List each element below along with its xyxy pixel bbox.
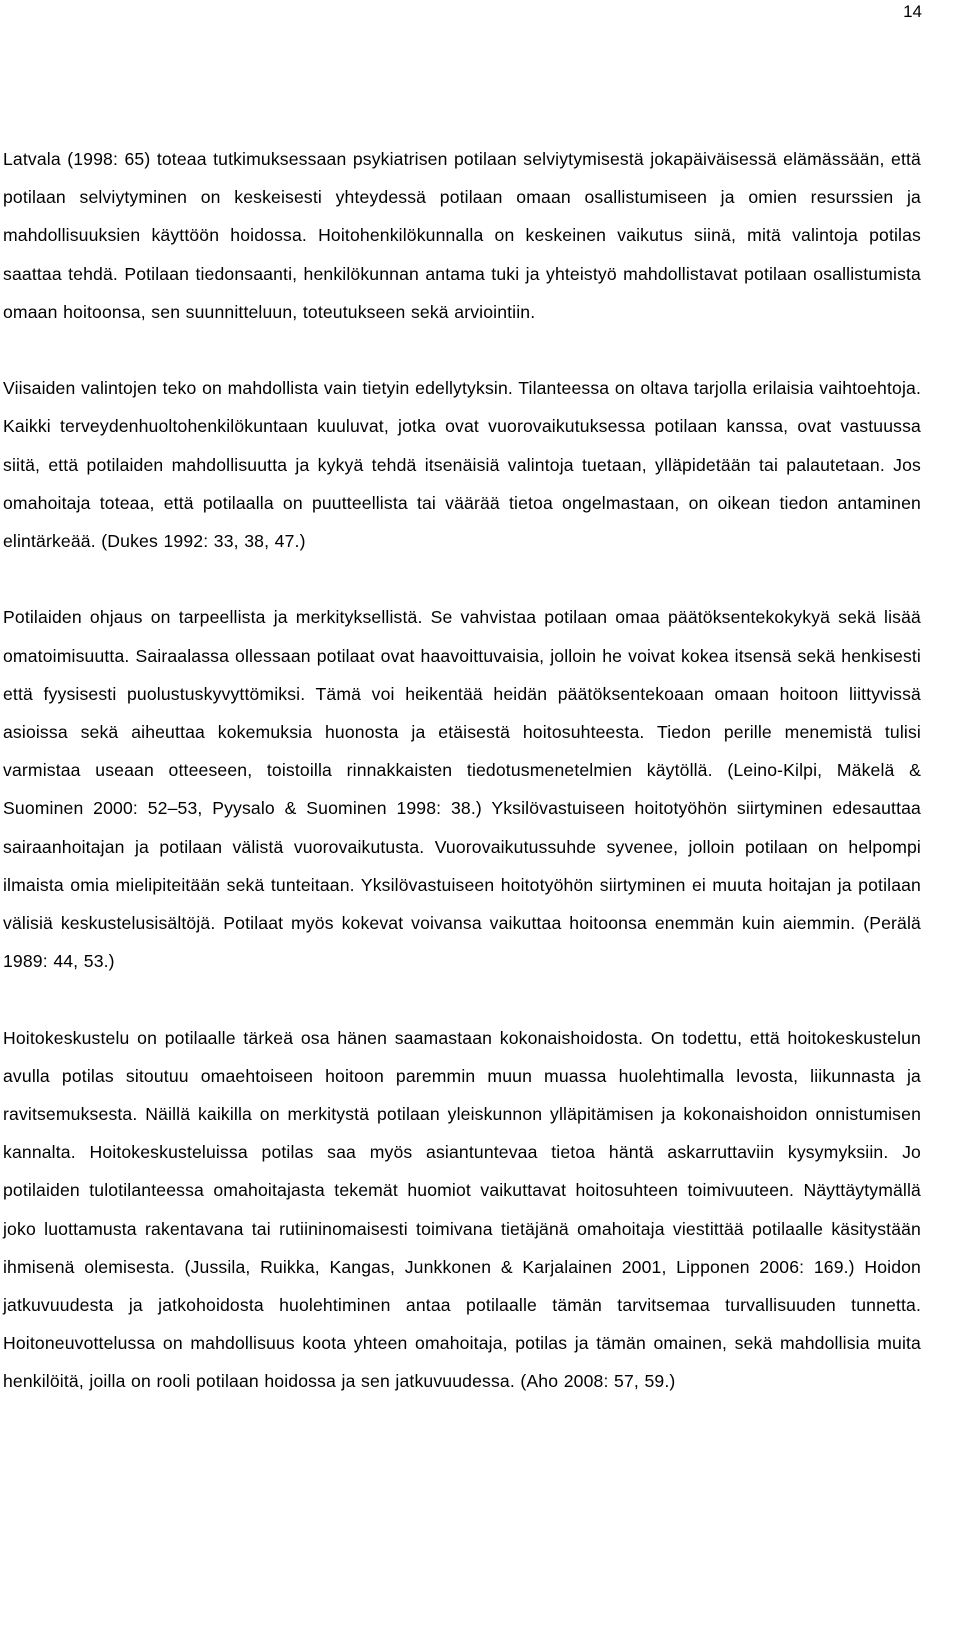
paragraph-4: Hoitokeskustelu on potilaalle tärkeä osa hänen saamastaan kokonaishoidosta. On todettu, että hoitokeskustelun avulla potilas sitoutuu omaehtoiseen hoitoon paremmin muun muassa huolehtimalla levosta, liikunnasta ja ravitsemuksesta. Näillä kaikilla on merkitystä potilaan yleiskunnon ylläpitämisen ja kokonaishoidon onnistumisen kannalta. Hoitokeskusteluissa potilas saa myös asiantuntevaa tietoa häntä askarruttaviin kysymyksiin. Jo potilaiden tulotilanteessa omahoitajasta tekemät huomiot vaikuttavat hoitosuhteen toimivuuteen. Näyttäytymällä joko luottamusta rakentavana tai rutiininomaisesti toimivana tietäjänä omahoitaja viestittää potilaalle käsitystään ihmisenä olemisesta. (Jussila, Ruikka, Kangas, Junkkonen & Karjalainen 2001, Lipponen 2006: 169.) Hoidon jatkuvuudesta ja jatkohoidosta huolehtiminen antaa potilaalle tämän tarvitsemaa turvallisuuden tunnetta. Hoitoneuvottelussa on mahdollisuus koota yhteen omahoitaja, potilas ja tämän omainen, sekä mahdollisia muita henkilöitä, joilla on rooli potilaan hoidossa ja sen jatkuvuudessa. (Aho 2008: 57, 59.) [3,1027,921,1392]
paragraph-2: Viisaiden valintojen teko on mahdollista vain tietyin edellytyksin. Tilanteessa on oltava tarjolla erilaisia vaihtoehtoja. Kaikki terveydenhuoltohenkilökuntaan kuuluvat, jotka ovat vuorovaikutuksessa potilaan kanssa, ovat vastuussa siitä, että potilaiden mahdollisuutta ja kykyä tehdä itsenäisiä valintoja tuetaan, ylläpidetään tai palautetaan. Jos omahoitaja toteaa, että potilaalla on puutteellista tai väärää tietoa ongelmastaan, on oikean tiedon antaminen elintärkeää. (Dukes 1992: 33, 38, 47.) [3,378,921,552]
paragraph-1: Latvala (1998: 65) toteaa tutkimuksessaan psykiatrisen potilaan selviytymisestä jokapäiväisessä elämässään, että potilaan selviytyminen on keskeisesti yhteydessä potilaan omaan osallistumiseen ja omien resurssien ja mahdollisuuksien käyttöön hoidossa. Hoitohenkilökunnalla on keskeinen vaikutus siinä, mitä valintoja potilas saattaa tehdä. Potilaan tiedonsaanti, henkilökunnan antama tuki ja yhteistyö mahdollistavat potilaan osallistumista omaan hoitoonsa, sen suunnitteluun, toteutukseen sekä arviointiin. [3,149,921,322]
document-body [3,140,921,1401]
paragraph-3: Potilaiden ohjaus on tarpeellista ja merkityksellistä. Se vahvistaa potilaan omaa päätöksentekokykyä sekä lisää omatoimisuutta. Sairaalassa ollessaan potilaat ovat haavoittuvaisia, jolloin he voivat kokea itsensä sekä henkisesti että fyysisesti puolustuskyvyttömiksi. Tämä voi heikentää heidän päätöksentekoaan omaan hoitoon liittyvissä asioissa sekä aiheuttaa kokemuksia huonosta ja etäisestä hoitosuhteesta. Tiedon perille menemistä tulisi varmistaa useaan otteeseen, toistoilla rinnakkaisten tiedotusmenetelmien käytöllä. (Leino-Kilpi, Mäkelä & Suominen 2000: 52–53, Pyysalo & Suominen 1998: 38.) Yksilövastuiseen hoitotyöhön siirtyminen edesauttaa sairaanhoitajan ja potilaan välistä vuorovaikutusta. Vuorovaikutussuhde syvenee, jolloin potilaan on helpompi ilmaista omia mielipiteitään sekä tunteitaan. Yksilövastuiseen hoitotyöhön siirtyminen ei muuta hoitajan ja potilaan välisiä keskustelusisältöjä. Potilaat myös kokevat voivansa vaikuttaa hoitoonsa enemmän kuin aiemmin. (Perälä 1989: 44, 53.) [3,607,921,972]
page-number: 14 [903,2,922,21]
